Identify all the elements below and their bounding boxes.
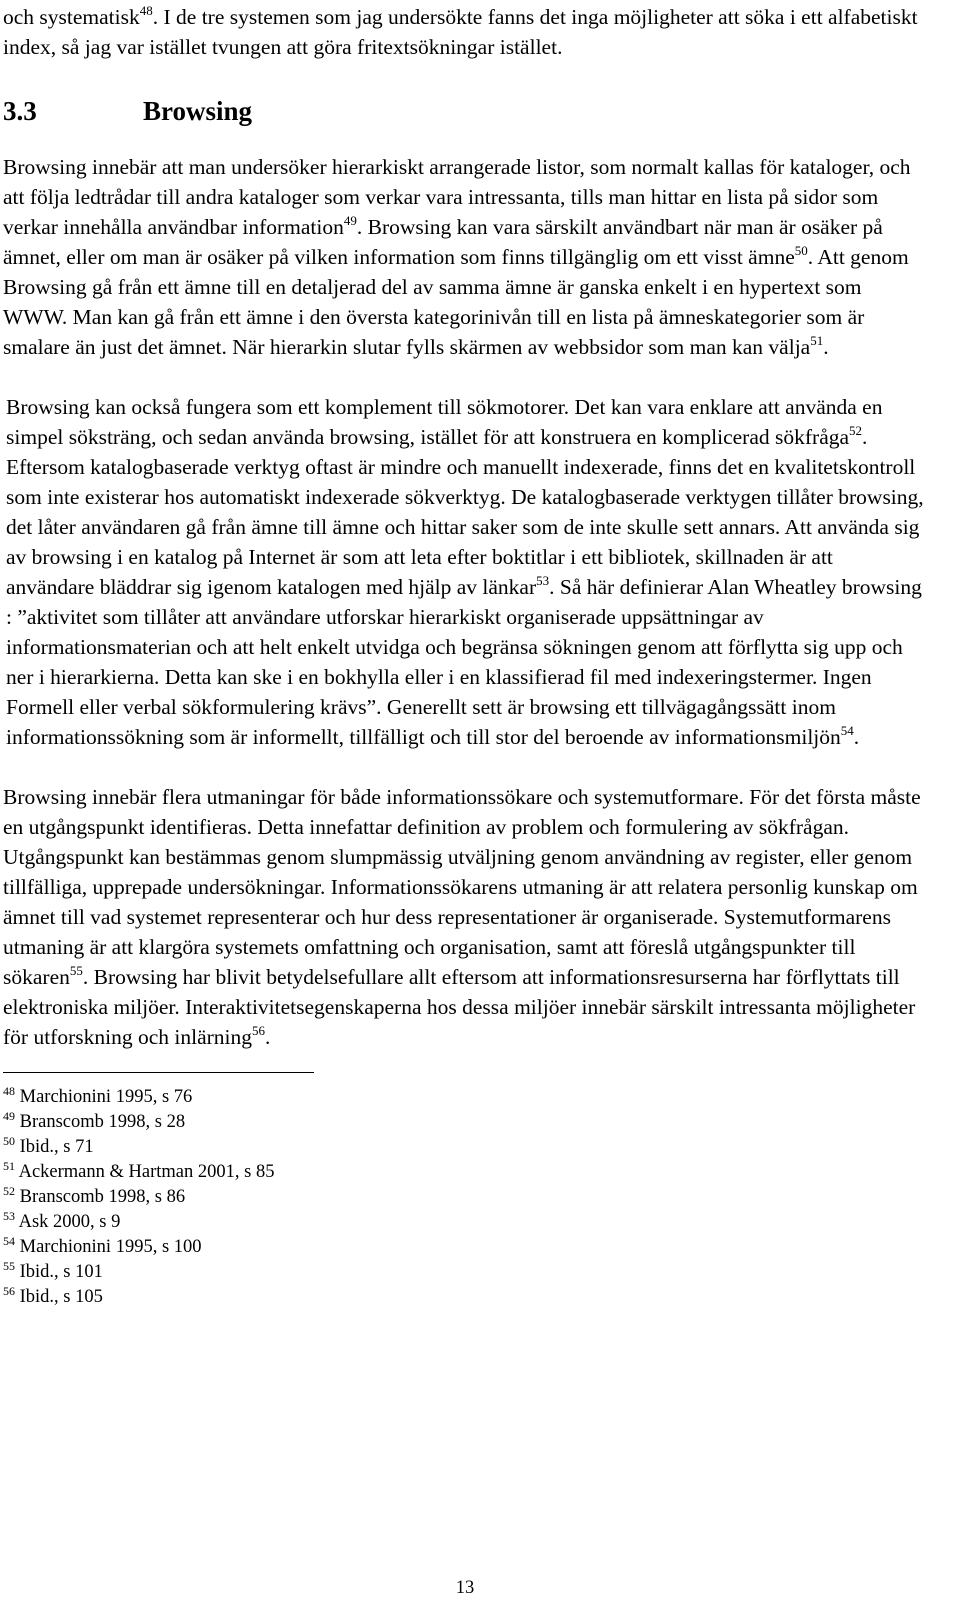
body-paragraph-1: [3, 152, 926, 362]
body-paragraph-2: [3, 392, 926, 752]
footnote-text: Ask 2000, s 9: [15, 1212, 121, 1232]
page-number: 13: [455, 1578, 475, 1598]
text-run: . I de tre systemen som jag undersökte fanns det inga möjligheter att söka i ett alfabetiskt index, så jag var istället tvungen att göra fritextsökningar istället.: [3, 5, 918, 59]
footnote-text: Ackermann & Hartman 2001, s 85: [15, 1162, 275, 1182]
text-run: .: [265, 1025, 271, 1049]
footnote-text: Ibid., s 71: [15, 1137, 94, 1157]
footnote-number: 50: [3, 1134, 15, 1148]
footnotes-list: [3, 1085, 926, 1310]
footnote-text: Ibid., s 105: [15, 1287, 103, 1307]
text-run: . Att genom Browsing gå från ett ämne till en detaljerad del av samma ämne är ganska enkelt i en hypertext som WWW. Man kan gå från ett ämne i den översta kategorinivån till en lista på ämneskategorier som är smalare än just det ämnet. När hierarkin slutar fylls skärmen av webbsidor som man kan välja: [3, 245, 909, 359]
footnote-ref[interactable]: 55: [69, 963, 83, 978]
footnote-number: 53: [3, 1209, 15, 1223]
footnote-ref[interactable]: 49: [343, 213, 357, 228]
footnote-ref[interactable]: 50: [794, 243, 808, 258]
footnote-text: Marchionini 1995, s 100: [15, 1237, 202, 1257]
text-run: . Browsing har blivit betydelsefullare allt eftersom att informationsresurserna har förflyttats till elektroniska miljöer. Interaktivitetsegenskaperna hos dessa miljöer innebär särskilt intressanta möjligheter för utforskning och inlärning: [3, 965, 916, 1049]
text-run: . Browsing kan vara särskilt användbart när man är osäker på ämnet, eller om man är osäker på vilken information som finns tillgänglig om ett visst ämne: [3, 215, 883, 269]
section-heading: [3, 94, 926, 128]
text-run: Browsing innebär att man undersöker hierarkiskt arrangerade listor, som normalt kallas för kataloger, och att följa ledtrådar till andra kataloger som verkar vara intressanta, tills man hittar en lista på sidor som verkar innehålla användbar information: [3, 155, 911, 239]
footnote-ref[interactable]: 48: [139, 3, 153, 18]
text-run: .: [853, 725, 860, 749]
footnote-ref[interactable]: 54: [840, 723, 854, 738]
footnote-number: 48: [3, 1084, 15, 1098]
footnote-number: 56: [3, 1284, 15, 1298]
footnote-item: [3, 1235, 926, 1260]
footnote-text: Marchionini 1995, s 76: [15, 1087, 193, 1107]
text-run: och systematisk: [3, 5, 140, 29]
text-run: .: [823, 335, 829, 359]
footnote-number: 52: [3, 1184, 15, 1198]
text-run: . Så här definierar Alan Wheatley browsing : ”aktivitet som tillåter att användare utforskar hierarkiskt organiserade uppsättningar av informationsmaterian och att helt enkelt utvidga och begränsa sökningen genom att förflytta sig upp och ner i hierarkierna. Detta kan ske i en bokhylla eller i en klassifierad fil med indexeringstermer. Ingen Formell eller verbal sökformulering krävs”. Generellt sett är browsing ett tillvägagångssätt inom informationssökning som är informellt, tillfälligt och till stor del beroende av informationsmiljön: [6, 575, 922, 749]
footnote-text: Ibid., s 101: [15, 1262, 103, 1282]
section-number: 3.3: [3, 96, 37, 126]
footnote-number: 54: [3, 1234, 15, 1248]
footnote-ref[interactable]: 56: [252, 1023, 265, 1038]
footnote-separator: [3, 1072, 314, 1073]
footnote-item: [3, 1260, 926, 1285]
footnote-text: Branscomb 1998, s 28: [15, 1112, 186, 1132]
footnote-text: Branscomb 1998, s 86: [15, 1187, 186, 1207]
footnote-ref[interactable]: 52: [849, 423, 863, 438]
footnote-ref[interactable]: 53: [536, 573, 550, 588]
intro-paragraph: [3, 0, 926, 62]
text-run: Browsing kan också fungera som ett komplement till sökmotorer. Det kan vara enklare att använda en simpel söksträng, och sedan använda browsing, istället för att konstruera en komplicerad sökfråga: [6, 395, 883, 449]
footnote-item: [3, 1285, 926, 1310]
footnote-number: 51: [3, 1159, 15, 1173]
text-run: Browsing innebär flera utmaningar för både informationssökare och systemutformare. För det första måste en utgångspunkt identifieras. Detta innefattar definition av problem och formulering av sökfrågan. Utgångspunkt kan bestämmas genom slumpmässig utväljning genom användning av register, eller genom tillfälliga, upprepade undersökningar. Informationssökarens utmaning är att relatera personlig kunskap om ämnet till vad systemet representerar och hur dess representationer är organiserade. Systemutformarens utmaning är att klargöra systemets omfattning och organisation, samt att föreslå utgångspunkter till sökaren: [3, 785, 921, 989]
footnote-item: [3, 1160, 926, 1185]
body-paragraph-3: [3, 782, 926, 1052]
footnote-item: [3, 1185, 926, 1210]
footnote-number: 55: [3, 1259, 15, 1273]
text-run: . Eftersom katalogbaserade verktyg oftast är mindre och manuellt indexerade, finns det en kvalitetskontroll som inte existerar hos automatiskt indexerade sökverktyg. De katalogbaserade verktygen tillåter browsing, det låter användaren gå från ämne till ämne och hittar saker som de inte skulle sett annars. Att använda sig av browsing i en katalog på Internet är som att leta efter boktitlar i ett bibliotek, skillnaden är att användare bläddrar sig igenom katalogen med hjälp av länkar: [6, 425, 924, 599]
footnote-item: [3, 1210, 926, 1235]
footnote-item: [3, 1085, 926, 1110]
footnote-ref[interactable]: 51: [810, 333, 824, 348]
section-title: Browsing: [143, 96, 253, 126]
footnote-number: 49: [3, 1109, 15, 1123]
footnote-item: [3, 1110, 926, 1135]
footnote-item: [3, 1135, 926, 1160]
